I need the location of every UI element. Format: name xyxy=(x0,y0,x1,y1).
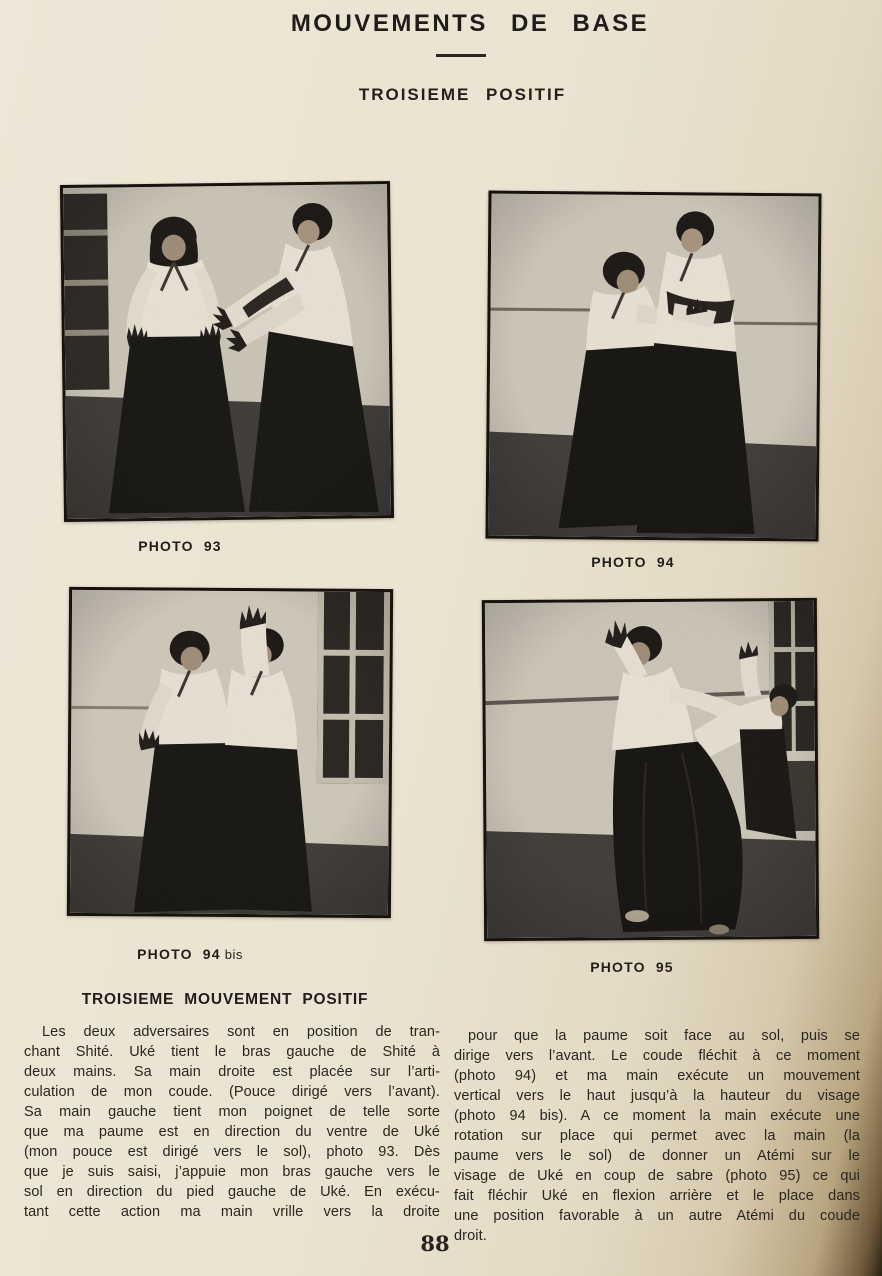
photo-caption-94: PHOTO 94 xyxy=(591,554,675,570)
body-text-right-column xyxy=(454,1026,860,1246)
text-line: tant cette action ma main vrille vers la droite xyxy=(24,1204,440,1220)
page-title: MOUVEMENTS DE BASE xyxy=(290,10,650,37)
photo-caption-95: PHOTO 95 xyxy=(590,959,674,975)
body-text-left-column xyxy=(24,1022,440,1222)
title-rule xyxy=(436,54,486,57)
text-line: visage de Uké en coup de sabre (photo 95) ce qui xyxy=(454,1168,860,1184)
text-line: culation de mon coude. (Pouce dirigé vers l’avant). xyxy=(24,1084,440,1100)
text-line: chant Shité. Uké tient le bras gauche de Shité à xyxy=(24,1044,440,1060)
text-line: (photo 94 bis). A ce moment la main exécute une xyxy=(454,1108,860,1124)
text-line: Sa main gauche tient mon poignet de telle sorte xyxy=(24,1104,440,1120)
photo-94bis xyxy=(67,587,393,918)
text-line: que ma paume est en direction du ventre de Uké xyxy=(24,1124,440,1140)
photo-94 xyxy=(485,191,821,542)
text-line: droit. xyxy=(454,1228,487,1244)
text-line: vertical vers le haut jusqu’à la hauteur du visage xyxy=(454,1088,860,1104)
text-line: deux mains. Sa main droite est placée sur l’arti- xyxy=(24,1064,440,1080)
section-heading: TROISIEME MOUVEMENT POSITIF xyxy=(81,991,369,1008)
text-line: dirige vers l’avant. Le coude fléchit à ce moment xyxy=(454,1048,860,1064)
photo-93-image xyxy=(63,184,391,519)
page-subtitle: TROISIEME POSITIF xyxy=(358,85,567,104)
photo-93 xyxy=(60,181,394,522)
text-line: (photo 94) et ma main exécute un mouvement xyxy=(454,1068,860,1084)
text-line: (mon pouce est dirigé vers le sol), photo 93. Dès xyxy=(24,1144,440,1160)
photo-caption-94bis xyxy=(105,946,275,962)
text-line: que je suis saisi, j’appuie mon bras gauche vers le xyxy=(24,1164,440,1180)
text-line: pour que la paume soit face au sol, puis se xyxy=(468,1028,860,1044)
text-line: une position favorable à un autre Atémi du coude xyxy=(454,1208,860,1224)
text-line: rotation sur place qui permet avec la main (la xyxy=(454,1128,860,1144)
photo-95-image xyxy=(485,601,816,938)
caption-number: PHOTO 94 xyxy=(137,946,221,962)
page-number: 88 xyxy=(420,1231,450,1256)
caption-suffix: bis xyxy=(224,947,243,962)
photo-95 xyxy=(482,598,819,941)
text-line: fait fléchir Uké en flexion arrière et le place dans xyxy=(454,1188,860,1204)
text-line: Les deux adversaires sont en position de tran- xyxy=(42,1024,440,1040)
photo-94bis-image xyxy=(70,590,390,915)
photo-caption-93: PHOTO 93 xyxy=(138,538,222,554)
text-line: paume vers le sol) de donner un Atémi sur le xyxy=(454,1148,860,1164)
text-line: sol en direction du pied gauche de Uké. En exécu- xyxy=(24,1184,440,1200)
photo-94-image xyxy=(489,194,819,539)
